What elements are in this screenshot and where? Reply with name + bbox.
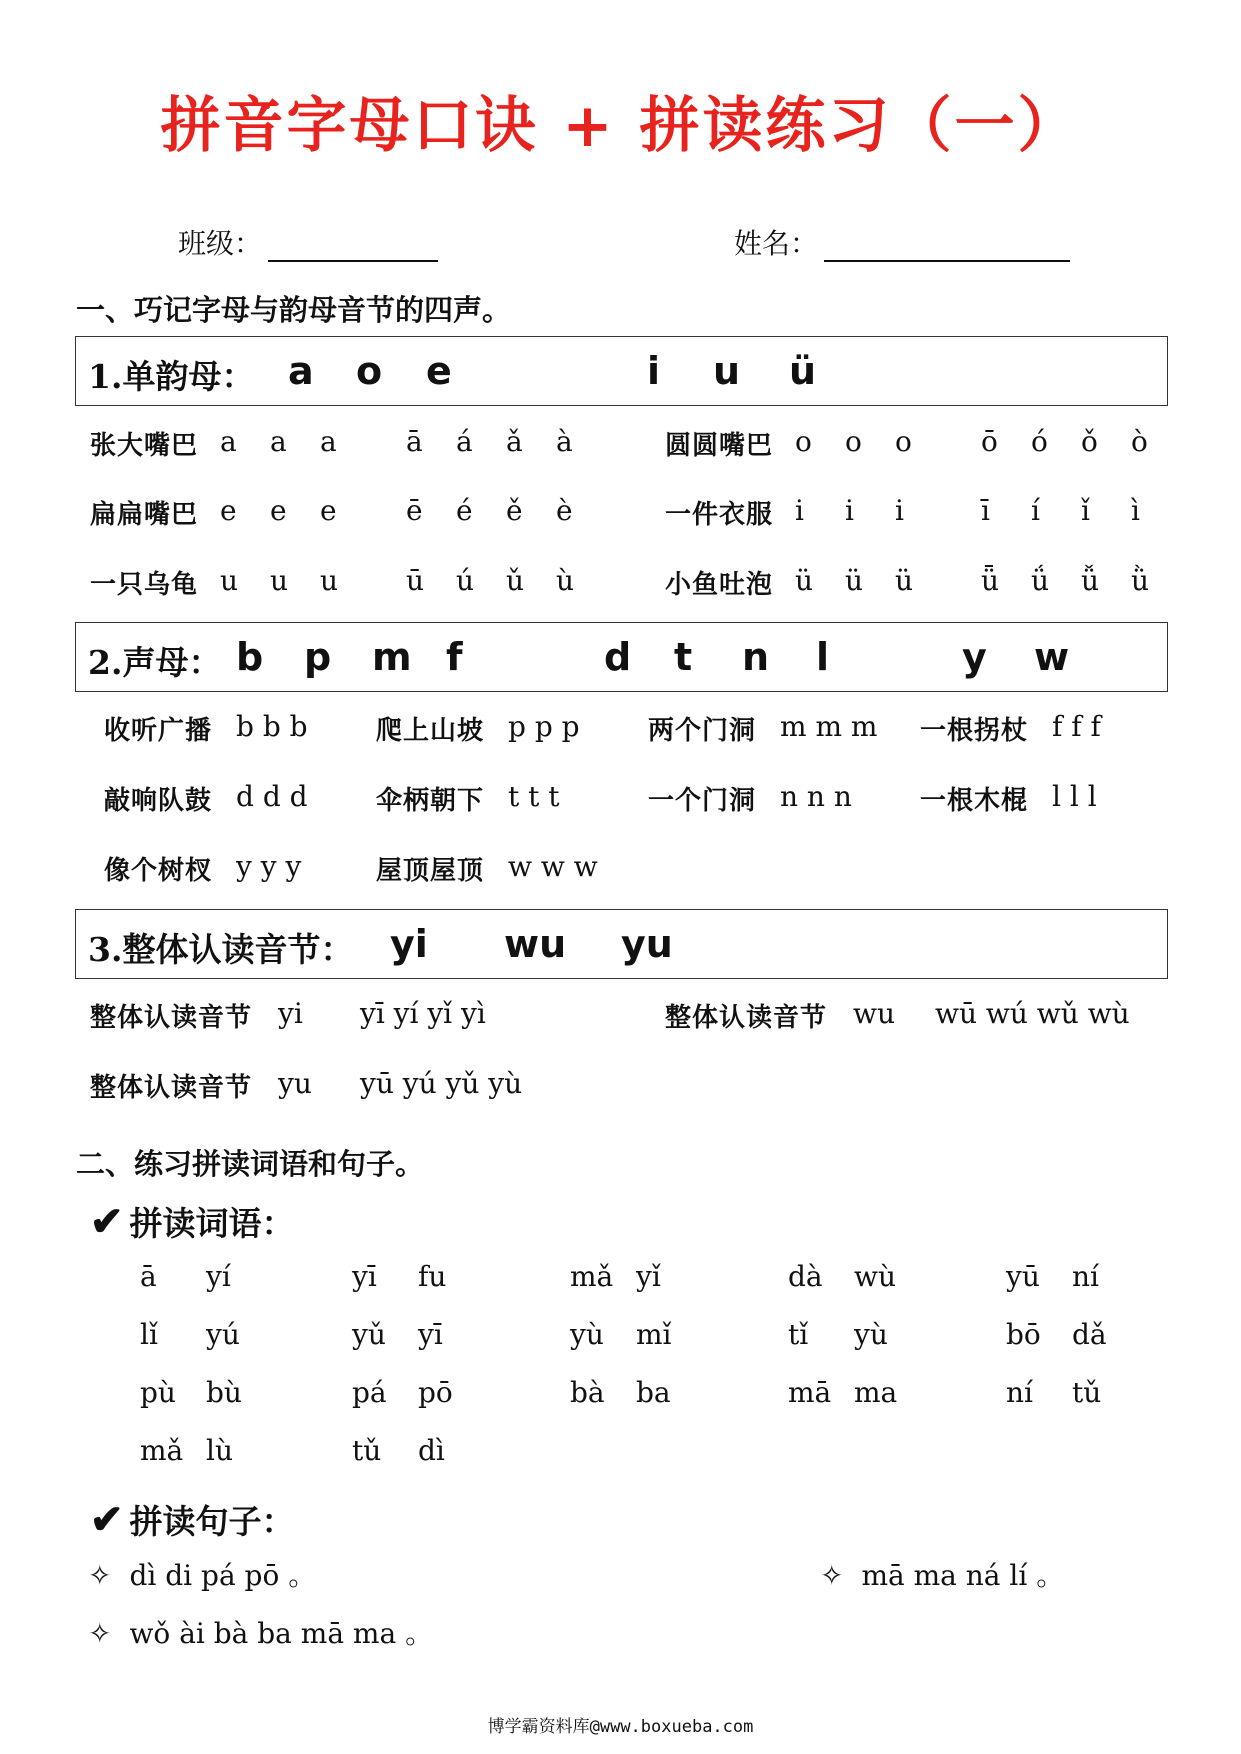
vowel-tone-row — [90, 425, 590, 465]
single-vowels-box — [75, 336, 1168, 406]
toned-vowel: í — [1031, 494, 1040, 527]
class-blank[interactable] — [268, 230, 438, 262]
vowel-letter: ü — [789, 349, 817, 393]
vowel-rhyme-text: 小鱼吐泡 — [665, 570, 774, 600]
initial-letters: l l l — [1052, 780, 1097, 813]
pinyin-syllable: bà — [570, 1376, 605, 1409]
name-label: 姓名： — [734, 227, 819, 260]
initial-letter: f — [446, 635, 463, 679]
pinyin-syllable: ní — [1072, 1260, 1099, 1293]
section-2-heading: 二、练习拼读词语和句子。 — [76, 1147, 425, 1181]
pinyin-syllable: tǔ — [1072, 1376, 1102, 1409]
vowel-letter: e — [426, 349, 452, 393]
initial-rhyme-text: 一个门洞 — [648, 786, 757, 816]
toned-vowel: à — [556, 425, 573, 458]
four-point-star-icon: ✧ — [820, 1559, 844, 1592]
pinyin-word — [788, 1376, 897, 1409]
initial-letter: y — [962, 635, 987, 679]
initial-letter: t — [674, 635, 693, 679]
initial-letters: f f f — [1052, 710, 1101, 743]
pinyin-syllable: yú — [206, 1318, 240, 1351]
initial-letters: t t t — [508, 780, 560, 813]
pinyin-syllable: pá — [352, 1376, 387, 1409]
name-blank[interactable] — [824, 230, 1070, 262]
initial-rhyme-item — [104, 710, 364, 750]
initials-label: 2.声母： — [88, 643, 222, 682]
plain-vowel: e — [320, 494, 337, 527]
single-vowels-label: 1.单韵母： — [88, 357, 255, 396]
toned-vowel: ǘ — [1031, 564, 1050, 597]
whole-syllable-text: 整体认读音节 — [90, 1073, 253, 1103]
toned-vowel: ī — [981, 494, 990, 527]
words-heading-label: 拼读词语： — [129, 1204, 295, 1243]
initial-letters: n n n — [780, 780, 852, 813]
toned-vowel: ǒ — [1081, 425, 1098, 458]
pinyin-syllable: yū — [1006, 1260, 1040, 1293]
initial-letters: y y y — [236, 850, 302, 883]
initial-letters: b b b — [236, 710, 308, 743]
toned-vowel: ǖ — [981, 564, 1000, 597]
pinyin-syllable: mā — [788, 1376, 832, 1409]
section-1-heading: 一、巧记字母与韵母音节的四声。 — [76, 293, 512, 327]
pinyin-syllable: mǎ — [140, 1434, 184, 1467]
pinyin-word — [352, 1260, 446, 1293]
initial-letters: d d d — [236, 780, 308, 813]
pinyin-syllable: mǐ — [636, 1318, 672, 1351]
pinyin-word — [1006, 1260, 1099, 1293]
pinyin-syllable: yù — [570, 1318, 604, 1351]
toned-vowel: ó — [1031, 425, 1048, 458]
pinyin-word — [140, 1260, 231, 1293]
toned-vowel: ō — [981, 425, 998, 458]
pinyin-word — [570, 1376, 671, 1409]
pinyin-word — [1006, 1376, 1101, 1409]
initial-rhyme-item — [376, 850, 636, 890]
plain-vowel: a — [220, 425, 237, 458]
sentence-text: mā ma ná lí 。 — [861, 1559, 1065, 1592]
plain-vowel: e — [270, 494, 287, 527]
vowel-tone-row — [665, 564, 1165, 604]
vowel-tone-row — [90, 494, 590, 534]
initial-rhyme-text: 屋顶屋顶 — [376, 856, 485, 886]
pinyin-sentence — [820, 1554, 1064, 1594]
plain-vowel: i — [895, 494, 904, 527]
pinyin-syllable: dì — [418, 1434, 445, 1467]
pinyin-syllable: dà — [788, 1260, 823, 1293]
pinyin-syllable: yī — [418, 1318, 443, 1351]
toned-vowel: é — [456, 494, 473, 527]
name-field — [734, 222, 1070, 262]
plain-vowel: a — [270, 425, 287, 458]
sentences-heading — [90, 1496, 295, 1543]
sentence-text: wǒ ài bà ba mā ma 。 — [129, 1617, 434, 1650]
pinyin-word — [140, 1318, 240, 1351]
pinyin-word — [352, 1318, 443, 1351]
vowel-tone-row — [665, 494, 1165, 534]
footer-site-name: 博学霸资料库 — [487, 1717, 590, 1737]
initial-letter: w — [1034, 635, 1070, 679]
vowel-letter: a — [288, 349, 314, 393]
pinyin-syllable: bō — [1006, 1318, 1041, 1351]
class-field — [178, 222, 438, 262]
toned-vowel: ò — [1131, 425, 1148, 458]
toned-vowel: ú — [456, 564, 475, 597]
footer-url[interactable]: @www.boxueba.com — [589, 1717, 754, 1737]
plain-vowel: u — [270, 564, 289, 597]
vowel-letter: u — [713, 349, 741, 393]
initial-letter: d — [604, 635, 632, 679]
plain-vowel: o — [795, 425, 812, 458]
pinyin-syllable: yī — [352, 1260, 377, 1293]
initial-rhyme-text: 一根木棍 — [920, 786, 1029, 816]
whole-syllables-label: 3.整体认读音节： — [88, 930, 354, 969]
whole-syllables-box — [75, 909, 1168, 979]
vowel-tone-row — [665, 425, 1165, 465]
pinyin-word — [788, 1260, 896, 1293]
pinyin-syllable: yǔ — [352, 1318, 386, 1351]
vowel-rhyme-text: 扁扁嘴巴 — [90, 500, 199, 530]
pinyin-syllable: lǐ — [140, 1318, 158, 1351]
whole-syllable: wu — [504, 922, 567, 966]
pinyin-syllable: ā — [140, 1260, 157, 1293]
toned-vowel: ā — [406, 425, 423, 458]
initial-letter: p — [304, 635, 332, 679]
four-point-star-icon: ✧ — [88, 1617, 112, 1650]
footer — [0, 1712, 1241, 1737]
pinyin-syllable: ní — [1006, 1376, 1033, 1409]
check-icon: ✔ — [90, 1198, 124, 1245]
plain-vowel: a — [320, 425, 337, 458]
initial-letter: l — [816, 635, 830, 679]
initial-rhyme-item — [648, 710, 908, 750]
toned-vowel: ǚ — [1081, 564, 1100, 597]
pinyin-syllable: ma — [854, 1376, 898, 1409]
vowel-rhyme-text: 张大嘴巴 — [90, 431, 199, 461]
toned-vowel: ǎ — [506, 425, 523, 458]
vowel-rhyme-text: 一只乌龟 — [90, 570, 199, 600]
pinyin-word — [788, 1318, 888, 1351]
toned-vowel: è — [556, 494, 573, 527]
initial-rhyme-text: 收听广播 — [104, 716, 213, 746]
initials-box — [75, 622, 1168, 692]
initial-rhyme-item — [920, 780, 1180, 820]
toned-vowel: ǔ — [506, 564, 525, 597]
whole-syllable: yi — [390, 922, 428, 966]
toned-vowel: ū — [406, 564, 425, 597]
toned-vowel: á — [456, 425, 473, 458]
pinyin-syllable: yǐ — [636, 1260, 661, 1293]
whole-syllable: yu — [621, 922, 673, 966]
initial-rhyme-text: 敲响队鼓 — [104, 786, 213, 816]
initial-rhyme-item — [104, 780, 364, 820]
initial-letter: m — [372, 635, 412, 679]
sentence-text: dì di pá pō 。 — [129, 1559, 317, 1592]
initial-rhyme-item — [104, 850, 364, 890]
initial-letters: m m m — [780, 710, 878, 743]
toned-vowel: ì — [1131, 494, 1140, 527]
pinyin-syllable: lù — [206, 1434, 233, 1467]
plain-vowel: ü — [895, 564, 914, 597]
pinyin-syllable: wù — [854, 1260, 896, 1293]
toned-vowel: ě — [506, 494, 523, 527]
vowel-letter: o — [356, 349, 383, 393]
initial-letters: p p p — [508, 710, 580, 743]
pinyin-word — [352, 1376, 453, 1409]
initial-letter: n — [742, 635, 770, 679]
toned-syllables: yū yú yǔ yù — [360, 1067, 523, 1100]
plain-vowel: u — [220, 564, 239, 597]
whole-syllable-row — [90, 997, 590, 1037]
pinyin-syllable: mǎ — [570, 1260, 614, 1293]
plain-vowel: ü — [845, 564, 864, 597]
plain-vowel: o — [845, 425, 862, 458]
vowel-rhyme-text: 圆圆嘴巴 — [665, 431, 774, 461]
toned-vowel: ē — [406, 494, 423, 527]
class-label: 班级： — [178, 227, 263, 260]
vowel-letter: i — [647, 349, 661, 393]
pinyin-word — [140, 1434, 233, 1467]
plain-vowel: u — [320, 564, 339, 597]
initial-rhyme-text: 一根拐杖 — [920, 716, 1029, 746]
plain-syllable: yu — [278, 1067, 312, 1100]
whole-syllable-text: 整体认读音节 — [665, 1003, 828, 1033]
pinyin-syllable: pù — [140, 1376, 176, 1409]
pinyin-word — [570, 1260, 661, 1293]
plain-syllable: wu — [853, 997, 895, 1030]
toned-syllables: yī yí yǐ yì — [360, 997, 486, 1030]
plain-vowel: e — [220, 494, 237, 527]
initial-rhyme-text: 伞柄朝下 — [376, 786, 485, 816]
initial-letters: w w w — [508, 850, 598, 883]
initial-rhyme-item — [376, 780, 636, 820]
pinyin-word — [570, 1318, 672, 1351]
plain-vowel: i — [795, 494, 804, 527]
plain-vowel: ü — [795, 564, 814, 597]
initial-rhyme-item — [648, 780, 908, 820]
page-title: 拼音字母口诀 + 拼读练习（一） — [160, 91, 1081, 161]
initial-rhyme-text: 两个门洞 — [648, 716, 757, 746]
pinyin-syllable: yí — [206, 1260, 231, 1293]
pinyin-sentence — [88, 1612, 433, 1652]
toned-vowel: ù — [556, 564, 575, 597]
plain-syllable: yi — [278, 997, 303, 1030]
pinyin-word — [352, 1434, 445, 1467]
toned-vowel: ǜ — [1131, 564, 1150, 597]
whole-syllable-text: 整体认读音节 — [90, 1003, 253, 1033]
check-icon: ✔ — [90, 1496, 124, 1543]
initial-rhyme-text: 像个树杈 — [104, 856, 213, 886]
initial-rhyme-item — [376, 710, 636, 750]
pinyin-syllable: bù — [206, 1376, 242, 1409]
pinyin-word — [1006, 1318, 1107, 1351]
plain-vowel: i — [845, 494, 854, 527]
pinyin-sentence — [88, 1554, 316, 1594]
pinyin-syllable: tǔ — [352, 1434, 382, 1467]
sentences-heading-label: 拼读句子： — [129, 1502, 295, 1541]
pinyin-syllable: pō — [418, 1376, 453, 1409]
words-heading — [90, 1198, 295, 1245]
vowel-rhyme-text: 一件衣服 — [665, 500, 774, 530]
pinyin-syllable: yù — [854, 1318, 888, 1351]
initial-rhyme-text: 爬上山坡 — [376, 716, 485, 746]
whole-syllable-row — [90, 1067, 590, 1107]
toned-syllables: wū wú wǔ wù — [935, 997, 1130, 1030]
pinyin-syllable: fu — [418, 1260, 447, 1293]
vowel-tone-row — [90, 564, 590, 604]
toned-vowel: ǐ — [1081, 494, 1090, 527]
pinyin-syllable: dǎ — [1072, 1318, 1107, 1351]
four-point-star-icon: ✧ — [88, 1559, 112, 1592]
pinyin-word — [140, 1376, 242, 1409]
pinyin-syllable: ba — [636, 1376, 671, 1409]
pinyin-syllable: tǐ — [788, 1318, 809, 1351]
whole-syllable-row — [665, 997, 1165, 1037]
initial-letter: b — [236, 635, 264, 679]
plain-vowel: o — [895, 425, 912, 458]
initial-rhyme-item — [920, 710, 1180, 750]
